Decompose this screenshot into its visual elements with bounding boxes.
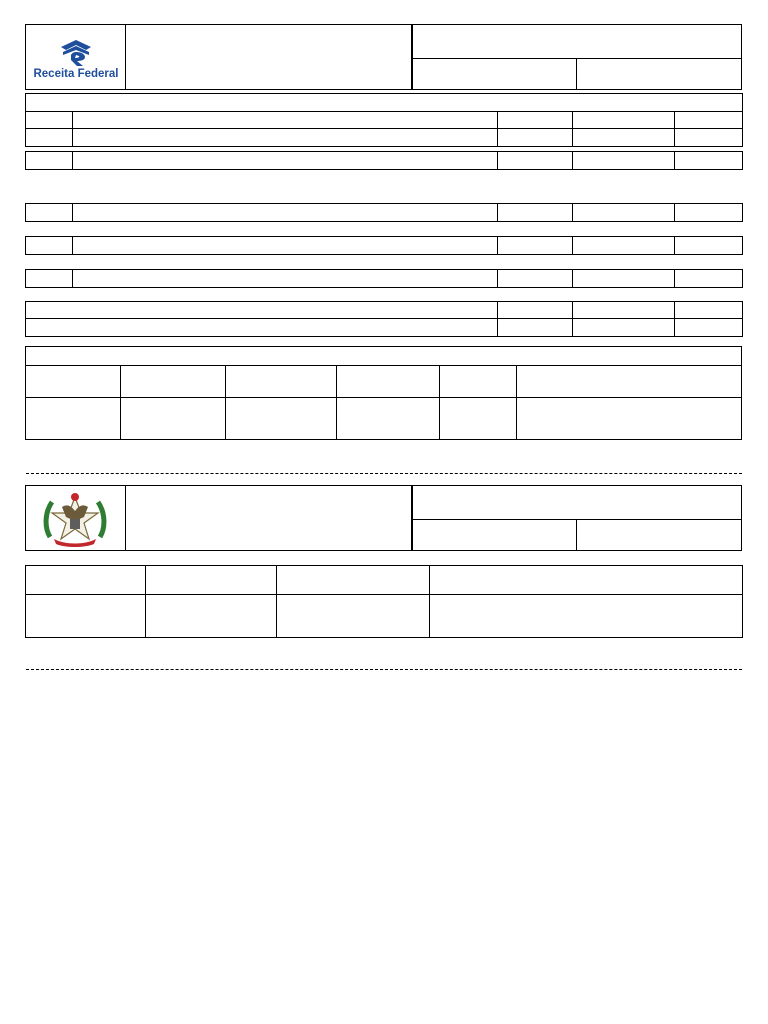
table-cell — [26, 595, 146, 638]
table-cell — [430, 595, 743, 638]
receita-items-table-a — [25, 93, 743, 147]
receita-row-d — [25, 236, 743, 255]
table-row — [26, 595, 743, 638]
table-row — [26, 237, 743, 255]
table-cell — [121, 398, 226, 440]
table-cell — [498, 112, 573, 129]
table-cell — [440, 398, 517, 440]
table-cell — [26, 398, 121, 440]
table-cell — [26, 566, 146, 595]
table-cell — [277, 566, 430, 595]
table-row — [26, 302, 743, 319]
table-cell — [26, 237, 73, 255]
table-cell — [73, 237, 498, 255]
table-cell — [573, 270, 675, 288]
table-cell — [517, 366, 742, 398]
table-cell — [146, 566, 277, 595]
receita-totals-table — [25, 301, 743, 337]
sc-header-right-bottom-right-cell — [576, 519, 743, 552]
receita-federal-logo-text: Receita Federal — [33, 68, 119, 80]
table-cell — [498, 270, 573, 288]
table-cell — [146, 595, 277, 638]
table-cell — [573, 204, 675, 222]
table-cell — [26, 319, 498, 337]
receita-row-c — [25, 203, 743, 222]
receita-header-right-bottom-left-cell — [411, 58, 577, 91]
table-cell — [73, 129, 498, 147]
table-cell — [498, 129, 573, 147]
table-cell — [26, 204, 73, 222]
table-cell — [337, 398, 440, 440]
table-cell — [26, 270, 73, 288]
sc-header-right-top-cell — [411, 485, 742, 520]
table-cell — [675, 302, 743, 319]
table-cell — [26, 302, 498, 319]
table-cell — [675, 204, 743, 222]
table-row — [26, 319, 743, 337]
table-header-row — [26, 566, 743, 595]
table-cell — [517, 398, 742, 440]
cut-line-divider — [26, 669, 742, 670]
table-cell — [26, 129, 73, 147]
table-cell — [26, 152, 73, 170]
table-cell — [498, 302, 573, 319]
receita-authentication-table — [25, 346, 742, 440]
table-cell — [226, 366, 337, 398]
table-cell — [573, 319, 675, 337]
table-cell — [675, 270, 743, 288]
receita-federal-emblem-icon — [61, 40, 91, 66]
table-cell — [573, 112, 675, 129]
receita-header-title-cell — [125, 24, 413, 90]
table-cell — [26, 366, 121, 398]
table-cell — [73, 152, 498, 170]
table-cell — [573, 237, 675, 255]
table-cell — [440, 366, 517, 398]
table-row — [26, 270, 743, 288]
table-row — [26, 398, 742, 440]
cut-line-divider — [26, 473, 742, 474]
table-cell — [226, 398, 337, 440]
table-cell — [277, 595, 430, 638]
receita-header-right-bottom-right-cell — [576, 58, 743, 91]
table-cell — [430, 566, 743, 595]
table-cell — [73, 270, 498, 288]
table-cell — [675, 129, 743, 147]
sc-header-right-bottom-left-cell — [411, 519, 577, 552]
table-cell — [573, 129, 675, 147]
table-cell — [675, 237, 743, 255]
table-row — [26, 129, 743, 147]
table-cell — [498, 152, 573, 170]
sc-header-logo-cell — [25, 485, 126, 551]
table-cell — [675, 152, 743, 170]
table-cell — [675, 112, 743, 129]
table-header-row — [26, 366, 742, 398]
receita-federal-logo — [31, 33, 121, 83]
table-cell — [675, 319, 743, 337]
table-cell — [73, 204, 498, 222]
sc-authentication-table — [25, 565, 743, 638]
receita-section-title-cell — [26, 94, 743, 112]
coat-of-arms-icon — [40, 487, 110, 549]
table-cell — [26, 112, 73, 129]
receita-authentication-title-cell — [26, 347, 742, 366]
sc-header-title-cell — [125, 485, 413, 551]
table-row — [26, 204, 743, 222]
table-cell — [498, 237, 573, 255]
table-cell — [498, 204, 573, 222]
receita-header-right-top-cell — [411, 24, 742, 59]
receita-row-b — [25, 151, 743, 170]
table-cell — [573, 152, 675, 170]
table-cell — [121, 366, 226, 398]
receita-header-logo-cell — [25, 24, 126, 90]
table-cell — [73, 112, 498, 129]
table-row — [26, 112, 743, 129]
table-cell — [337, 366, 440, 398]
table-row — [26, 152, 743, 170]
receita-row-e — [25, 269, 743, 288]
table-cell — [573, 302, 675, 319]
table-cell — [498, 319, 573, 337]
